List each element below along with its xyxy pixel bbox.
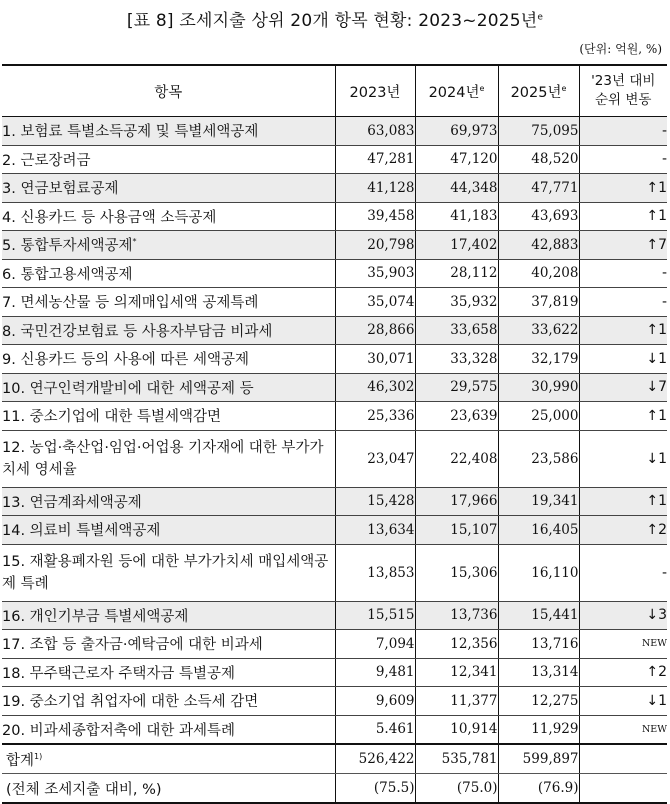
row-item-label: 8. 국민건강보험료 등 사용자부담금 비과세 <box>2 316 335 345</box>
row-rank-change: - <box>579 145 667 174</box>
total-label: 합계$^{1)}$ <box>2 744 335 774</box>
row-item-label: 13. 연금계좌세액공제 <box>2 487 335 516</box>
row-item-label: 4. 신용카드 등 사용금액 소득공제 <box>2 202 335 231</box>
row-item-label: 10. 연구인력개발비에 대한 세액공제 등 <box>2 373 335 402</box>
row-value-2025: 33,622 <box>498 316 579 345</box>
row-value-2025: 47,771 <box>498 174 579 203</box>
row-item-label: 2. 근로장려금 <box>2 145 335 174</box>
table-row <box>2 373 667 402</box>
row-value-2025: 12,275 <box>498 687 579 716</box>
row-value-2024: 15,107 <box>415 516 498 545</box>
row-value-2023: 46,302 <box>335 373 415 402</box>
row-value-2025: 40,208 <box>498 259 579 288</box>
row-value-2023: 30,071 <box>335 345 415 374</box>
row-value-2025: 42,883 <box>498 231 579 260</box>
row-rank-change: NEW <box>579 630 667 659</box>
total-2024: 535,781 <box>415 744 498 774</box>
row-value-2025: 32,179 <box>498 345 579 374</box>
row-rank-change: ↑1 <box>579 402 667 431</box>
row-value-2023: 35,074 <box>335 288 415 317</box>
row-value-2024: 12,356 <box>415 630 498 659</box>
table-row <box>2 202 667 231</box>
row-value-2023: 9,481 <box>335 658 415 687</box>
header-2024: 2024년$^e$ <box>415 65 498 117</box>
row-rank-change: - <box>579 544 667 601</box>
row-item-label: 1. 보험료 특별소득공제 및 특별세액공제 <box>2 117 335 146</box>
row-value-2023: 39,458 <box>335 202 415 231</box>
row-item-label: 19. 중소기업 취업자에 대한 소득세 감면 <box>2 687 335 716</box>
header-rank-change: '23년 대비 순위 변동 <box>579 65 667 117</box>
row-value-2023: 9,609 <box>335 687 415 716</box>
row-item-label: 12. 농업·축산업·임업·어업용 기자재에 대한 부가가치세 영세율 <box>2 430 335 487</box>
row-value-2025: 25,000 <box>498 402 579 431</box>
total-2023: 526,422 <box>335 744 415 774</box>
row-value-2025: 75,095 <box>498 117 579 146</box>
row-rank-change: ↑1 <box>579 174 667 203</box>
row-value-2024: 35,932 <box>415 288 498 317</box>
total-row <box>2 744 667 774</box>
table-row <box>2 316 667 345</box>
row-value-2024: 47,120 <box>415 145 498 174</box>
row-value-2024: 12,341 <box>415 658 498 687</box>
row-item-label: 5. 통합투자세액공제* <box>2 231 335 260</box>
row-value-2023: 47,281 <box>335 145 415 174</box>
total-2025: 599,897 <box>498 744 579 774</box>
row-rank-change: ↑2 <box>579 516 667 545</box>
row-item-label: 3. 연금보험료공제 <box>2 174 335 203</box>
row-value-2024: 17,966 <box>415 487 498 516</box>
header-row <box>2 65 667 117</box>
row-value-2023: 25,336 <box>335 402 415 431</box>
row-item-label: 7. 면세농산물 등 의제매입세액 공제특례 <box>2 288 335 317</box>
table-row <box>2 487 667 516</box>
row-value-2024: 10,914 <box>415 715 498 744</box>
row-rank-change: - <box>579 288 667 317</box>
table-row <box>2 145 667 174</box>
row-rank-change: ↓1 <box>579 345 667 374</box>
table-row <box>2 544 667 601</box>
row-rank-change: ↓1 <box>579 430 667 487</box>
row-value-2023: 20,798 <box>335 231 415 260</box>
table-row <box>2 174 667 203</box>
table-row <box>2 117 667 146</box>
table-row <box>2 345 667 374</box>
row-value-2023: 15,428 <box>335 487 415 516</box>
row-value-2023: 63,083 <box>335 117 415 146</box>
row-value-2023: 41,128 <box>335 174 415 203</box>
row-value-2023: 23,047 <box>335 430 415 487</box>
share-2024: (75.0) <box>415 774 498 804</box>
row-value-2024: 41,183 <box>415 202 498 231</box>
row-item-label: 17. 조합 등 출자금·예탁금에 대한 비과세 <box>2 630 335 659</box>
header-2025: 2025년$^e$ <box>498 65 579 117</box>
row-value-2024: 69,973 <box>415 117 498 146</box>
row-value-2023: 13,853 <box>335 544 415 601</box>
row-rank-change: ↑1 <box>579 316 667 345</box>
row-value-2023: 35,903 <box>335 259 415 288</box>
row-value-2025: 16,110 <box>498 544 579 601</box>
row-value-2023: 28,866 <box>335 316 415 345</box>
row-rank-change: ↓7 <box>579 373 667 402</box>
row-value-2024: 44,348 <box>415 174 498 203</box>
row-item-label: 9. 신용카드 등의 사용에 따른 세액공제 <box>2 345 335 374</box>
row-item-label: 16. 개인기부금 특별세액공제 <box>2 601 335 630</box>
row-value-2025: 43,693 <box>498 202 579 231</box>
row-item-label: 20. 비과세종합저축에 대한 과세특례 <box>2 715 335 744</box>
row-rank-change: ↑1 <box>579 202 667 231</box>
table-title: [표 8] 조세지출 상위 20개 항목 현황: 2023~2025년$^e$ <box>126 11 544 31</box>
row-item-label: 14. 의료비 특별세액공제 <box>2 516 335 545</box>
row-rank-change: - <box>579 259 667 288</box>
row-rank-change: - <box>579 117 667 146</box>
row-item-label: 18. 무주택근로자 주택자금 특별공제 <box>2 658 335 687</box>
row-value-2024: 33,658 <box>415 316 498 345</box>
row-value-2025: 16,405 <box>498 516 579 545</box>
row-value-2023: 7,094 <box>335 630 415 659</box>
table-row <box>2 430 667 487</box>
row-value-2025: 13,716 <box>498 630 579 659</box>
table-row <box>2 687 667 716</box>
row-value-2024: 17,402 <box>415 231 498 260</box>
table-row <box>2 658 667 687</box>
row-rank-change: NEW <box>579 715 667 744</box>
row-value-2024: 22,408 <box>415 430 498 487</box>
row-value-2024: 13,736 <box>415 601 498 630</box>
row-value-2025: 15,441 <box>498 601 579 630</box>
table-row <box>2 601 667 630</box>
share-rank-empty <box>579 774 667 804</box>
share-2025: (76.9) <box>498 774 579 804</box>
total-rank-empty <box>579 744 667 774</box>
row-item-label: 6. 통합고용세액공제 <box>2 259 335 288</box>
table-row <box>2 259 667 288</box>
row-rank-change: ↑7 <box>579 231 667 260</box>
row-rank-change: ↓3 <box>579 601 667 630</box>
share-2023: (75.5) <box>335 774 415 804</box>
table-row <box>2 715 667 744</box>
unit-note: (단위: 억원, %) <box>579 42 662 56</box>
row-value-2024: 29,575 <box>415 373 498 402</box>
row-value-2024: 33,328 <box>415 345 498 374</box>
row-rank-change: ↓1 <box>579 687 667 716</box>
row-item-label: 15. 재활용폐자원 등에 대한 부가가치세 매입세액공제 특례 <box>2 544 335 601</box>
row-item-label: 11. 중소기업에 대한 특별세액감면 <box>2 402 335 431</box>
tax-expenditure-table <box>2 64 667 804</box>
table-row <box>2 288 667 317</box>
share-label: (전체 조세지출 대비, %) <box>2 774 335 804</box>
row-value-2025: 37,819 <box>498 288 579 317</box>
row-value-2024: 15,306 <box>415 544 498 601</box>
row-value-2024: 11,377 <box>415 687 498 716</box>
row-value-2023: 15,515 <box>335 601 415 630</box>
share-row <box>2 774 667 804</box>
row-value-2025: 13,314 <box>498 658 579 687</box>
row-value-2024: 23,639 <box>415 402 498 431</box>
row-value-2025: 19,341 <box>498 487 579 516</box>
header-item: 항목 <box>2 65 335 117</box>
header-2023: 2023년 <box>335 65 415 117</box>
table-row <box>2 402 667 431</box>
row-value-2025: 30,990 <box>498 373 579 402</box>
row-value-2025: 11,929 <box>498 715 579 744</box>
row-value-2023: 13,634 <box>335 516 415 545</box>
row-value-2023: 5.461 <box>335 715 415 744</box>
row-value-2025: 23,586 <box>498 430 579 487</box>
table-row <box>2 516 667 545</box>
row-value-2024: 28,112 <box>415 259 498 288</box>
row-rank-change: ↑1 <box>579 487 667 516</box>
table-row <box>2 231 667 260</box>
table-row <box>2 630 667 659</box>
row-rank-change: ↑2 <box>579 658 667 687</box>
row-value-2025: 48,520 <box>498 145 579 174</box>
